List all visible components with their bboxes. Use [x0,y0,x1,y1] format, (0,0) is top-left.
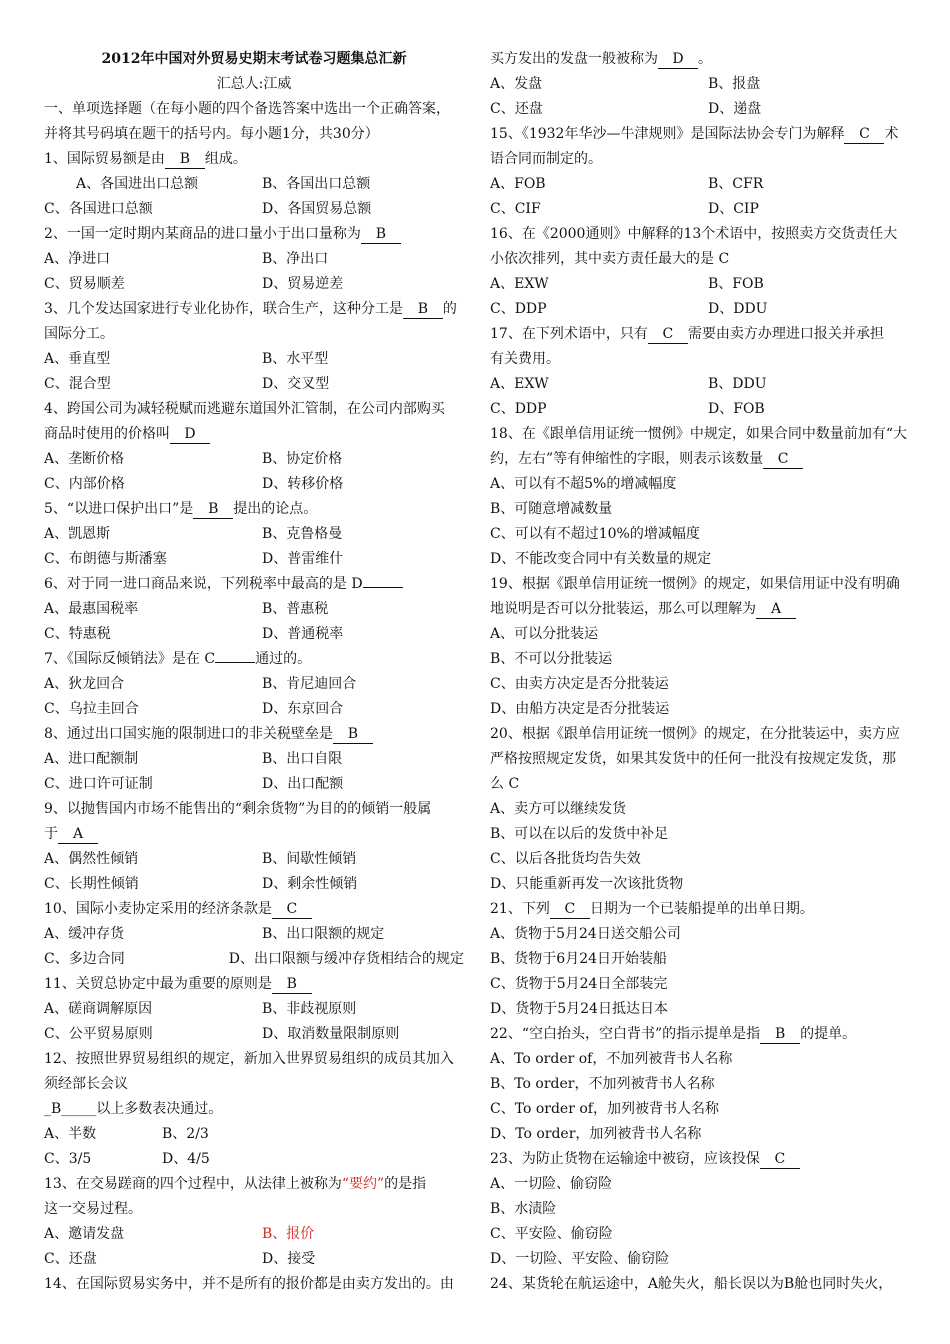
option-a: A、垄断价格 [44,451,125,467]
answer-blank: B [361,225,401,244]
answer-blank: A [58,825,98,844]
text-line: 16、在《2000通则》中解释的13个术语中，按照卖方交货责任大 [490,226,898,242]
option-a: A、狄龙回合 [44,676,125,692]
text-line: 国际分工。 [44,326,114,342]
option-a: A、缓冲存货 [44,926,125,942]
text-line: 么 C [490,776,520,792]
text-line: 14、在国际贸易实务中，并不是所有的报价都是由卖方发出的。由 [44,1276,454,1292]
question-line [44,972,464,997]
option-a: A、邀请发盘 [44,1226,125,1242]
option-a: C、贸易顺差 [44,276,125,292]
option-a: A、磋商调解原因 [44,1001,153,1017]
question-line [44,822,464,847]
option-b: B、2/3 [162,1126,209,1142]
question-tail: 。 [698,51,712,67]
option-row [490,97,910,122]
text-line: C、以后各批货均告失效 [490,851,641,867]
option-a: C、DDP [490,301,547,317]
option-b: D、出口限额与缓冲存货相结合的规定 [228,951,464,967]
question-tail: 组成。 [204,151,247,167]
answer-blank: D [170,425,210,444]
text-line: C、To order of，加列被背书人名称 [490,1101,719,1117]
text-line: A、货物于5月24日送交船公司 [490,926,681,942]
option-b: B、报盘 [708,76,761,92]
text-line: _B_____以上多数表决通过。 [44,1101,223,1117]
option-b: B、普惠税 [262,601,329,617]
question-tail: 的是指 [384,1176,427,1192]
option-b: D、出口配额 [262,776,344,792]
question-line [490,597,910,622]
option-a: C、各国进口总额 [44,201,153,217]
question-line [44,222,464,247]
question-tail: 的提单。 [800,1026,857,1042]
text-line: B、货物于6月24日开始装船 [490,951,668,967]
option-a: A、凯恩斯 [44,526,111,542]
text-line: 20、根据《跟单信用证统一惯例》的规定，在分批装运中，卖方应 [490,726,900,742]
page-title: 2012年中国对外贸易史期末考试卷习题集总汇新 [101,51,407,67]
option-a: C、乌拉圭回合 [44,701,139,717]
question-line [44,297,464,322]
highlight-term: “要约” [341,1176,385,1192]
option-row [44,247,464,272]
question-line [44,497,464,522]
option-b: D、交叉型 [262,376,330,392]
option-b: B、肯尼迪回合 [262,676,357,692]
option-a: C、进口许可证制 [44,776,153,792]
text-line: C、可以有不超过10%的增减幅度 [490,526,700,542]
question-tail: 的 [442,301,457,317]
answer-blank: B [272,975,312,994]
option-a: C、混合型 [44,376,111,392]
option-b: D、接受 [262,1251,316,1267]
option-row [44,747,464,772]
option-row [44,347,464,372]
option-a: A、进口配额制 [44,751,139,767]
option-row [44,1147,464,1172]
option-row [44,447,464,472]
option-b: B、各国出口总额 [262,176,371,192]
option-a: A、最惠国税率 [44,601,139,617]
answer-blank [215,662,255,663]
question-text: 商品时使用的价格叫 [44,426,170,442]
question-text: 于 [44,826,58,842]
text-line: D、To order，加列被背书人名称 [490,1126,702,1142]
option-b: B、水平型 [262,351,329,367]
text-line: 并将其号码填在题干的括号内。每小题1分，共30分） [44,126,379,142]
question-line [44,722,464,747]
question-tail: 通过的。 [255,651,312,667]
option-b: D、普雷维什 [262,551,344,567]
option-row [44,672,464,697]
question-text: 22、“空白抬头，空白背书”的指示提单是指 [490,1026,761,1042]
option-row [490,297,910,322]
option-a: A、发盘 [490,76,543,92]
answer-blank [363,587,403,588]
question-text: 5、“以进口保护出口”是 [44,501,194,517]
option-row [490,172,910,197]
option-row [44,472,464,497]
option-row [44,847,464,872]
option-b: D、FOB [708,401,765,417]
answer-blank: D [658,50,698,69]
question-text: 约，左右”等有伸缩性的字眼，则表示该数量 [490,451,764,467]
question-line [490,447,910,472]
question-line [44,897,464,922]
option-b: D、4/5 [162,1151,210,1167]
text-line: 小依次排列，其中卖方责任最大的是 C [490,251,730,267]
option-row [44,872,464,897]
option-b: B、克鲁格曼 [262,526,343,542]
option-a: C、多边合同 [44,951,125,967]
option-row [44,1122,464,1147]
question-line [44,422,464,447]
question-text: 2、一国一定时期内某商品的进口量小于出口量称为 [44,226,361,242]
option-row [44,772,464,797]
text-line: 24、某货轮在航运途中，A舱失火，船长误以为B舱也同时失火， [490,1276,893,1292]
text-line: B、可以在以后的发货中补足 [490,826,669,842]
text-line: 语合同而制定的。 [490,151,602,167]
option-b: D、剩余性倾销 [262,876,358,892]
option-a: C、内部价格 [44,476,125,492]
question-line [44,572,464,597]
text-line: B、可随意增减数量 [490,501,613,517]
question-line [44,147,464,172]
option-row [44,1247,464,1272]
option-b: D、DDU [708,301,768,317]
question-text: 6、对于同一进口商品来说，下列税率中最高的是 D [44,576,363,592]
option-a: C、布朗德与斯潘塞 [44,551,167,567]
compiler-line: 汇总人:江威 [216,76,292,92]
question-line [490,1147,910,1172]
question-tail: 提出的论点。 [233,501,318,517]
option-a: A、FOB [490,176,546,192]
option-a: A、垂直型 [44,351,111,367]
question-text: 地说明是否可以分批装运，那么可以理解为 [490,601,756,617]
option-b: B、报价 [262,1226,315,1242]
option-b: B、出口自限 [262,751,343,767]
answer-blank: C [763,450,803,469]
option-a: C、3/5 [44,1151,92,1167]
question-line [44,1172,464,1197]
option-row [44,522,464,547]
option-row [44,697,464,722]
text-line: B、不可以分批装运 [490,651,613,667]
question-text: 8、通过出口国实施的限制进口的非关税壁垒是 [44,726,333,742]
text-line: A、一切险、偷窃险 [490,1176,613,1192]
option-row [44,197,464,222]
option-a: A、EXW [490,376,549,392]
option-a: A、半数 [44,1126,97,1142]
question-tail: 术 [884,126,899,142]
text-line: A、可以有不超5%的增减幅度 [490,476,677,492]
question-text: 3、几个发达国家进行专业化协作，联合生产，这种分工是 [44,301,403,317]
answer-blank: A [756,600,796,619]
answer-blank: C [272,900,312,919]
text-line: C、货物于5月24日全部装完 [490,976,668,992]
text-line: D、不能改变合同中有关数量的规定 [490,551,712,567]
text-line: A、To order of，不加列被背书人名称 [490,1051,733,1067]
text-line: C、平安险、偷窃险 [490,1226,613,1242]
option-b: B、FOB [708,276,764,292]
option-row [490,372,910,397]
text-line: 19、根据《跟单信用证统一惯例》的规定，如果信用证中没有明确 [490,576,900,592]
option-row [44,597,464,622]
option-b: D、递盘 [708,101,762,117]
question-line [490,47,910,72]
option-row [490,272,910,297]
option-a: A、偶然性倾销 [44,851,139,867]
text-line: 这一交易过程。 [44,1201,142,1217]
question-text: 23、为防止货物在运输途中被窃，应该投保 [490,1151,760,1167]
text-line: B、水渍险 [490,1201,557,1217]
option-b: D、东京回合 [262,701,344,717]
option-row [44,997,464,1022]
answer-blank: C [648,325,688,344]
answer-blank: C [550,900,590,919]
option-row [44,172,464,197]
question-line [490,122,910,147]
text-line: D、一切险、平安险、偷窃险 [490,1251,670,1267]
question-text: 7、《国际反倾销法》是在 C [44,651,216,667]
option-row [44,922,464,947]
option-b: D、各国贸易总额 [262,201,372,217]
text-line: D、只能重新再发一次该批货物 [490,876,684,892]
answer-blank: B [760,1025,800,1044]
question-text: 15、《1932年华沙—牛津规则》是国际法协会专门为解释 [490,126,845,142]
right-column [490,47,910,1297]
text-line: 有关费用。 [490,351,560,367]
option-b: D、CIP [708,201,759,217]
option-b: B、协定价格 [262,451,343,467]
option-b: D、普通税率 [262,626,344,642]
answer-blank: B [165,150,205,169]
question-line [490,322,910,347]
question-tail: 需要由卖方办理进口报关并承担 [687,326,884,342]
option-a: C、还盘 [490,101,543,117]
option-a: C、DDP [490,401,547,417]
question-line [490,1022,910,1047]
question-tail: 日期为一个已装船提单的出单日期。 [589,901,814,917]
option-b: B、出口限额的规定 [262,926,385,942]
option-b: D、转移价格 [262,476,344,492]
question-text: 13、在交易蹉商的四个过程中，从法律上被称为 [44,1176,342,1192]
answer-blank: C [760,1150,800,1169]
answer-blank: B [333,725,373,744]
question-text: 买方发出的发盘一般被称为 [490,51,658,67]
option-a: A、各国进出口总额 [76,176,199,192]
option-row [44,372,464,397]
text-line: D、由船方决定是否分批装运 [490,701,670,717]
option-a: C、公平贸易原则 [44,1026,153,1042]
option-a: C、还盘 [44,1251,97,1267]
option-a: C、长期性倾销 [44,876,139,892]
option-b: B、CFR [708,176,764,192]
option-a: C、CIF [490,201,541,217]
option-row [490,72,910,97]
option-row [44,1022,464,1047]
question-text: 21、下列 [490,901,550,917]
option-row [44,272,464,297]
text-line: D、货物于5月24日抵达日本 [490,1001,668,1017]
option-b: B、DDU [708,376,767,392]
text-line: A、卖方可以继续发货 [490,801,627,817]
text-line: 12、按照世界贸易组织的规定，新加入世界贸易组织的成员其加入 [44,1051,454,1067]
option-a: C、特惠税 [44,626,111,642]
option-row [44,547,464,572]
option-a: A、净进口 [44,251,111,267]
question-text: 11、关贸总协定中最为重要的原则是 [44,976,272,992]
question-text: 17、在下列术语中，只有 [490,326,648,342]
option-b: B、间歇性倾销 [262,851,357,867]
option-b: B、非歧视原则 [262,1001,357,1017]
option-a: A、EXW [490,276,549,292]
answer-blank: B [193,500,233,519]
question-line [44,647,464,672]
option-b: D、取消数量限制原则 [262,1026,400,1042]
question-text: 10、国际小麦协定采用的经济条款是 [44,901,272,917]
text-line: 4、跨国公司为减轻税赋而逃避东道国外汇管制，在公司内部购买 [44,401,445,417]
text-line: 须经部长会议 [44,1076,128,1092]
option-row [490,397,910,422]
question-text: 1、国际贸易额是由 [44,151,165,167]
option-row [44,947,464,972]
option-row [490,197,910,222]
left-column [44,47,464,1297]
text-line: B、To order，不加列被背书人名称 [490,1076,715,1092]
text-line: 18、在《跟单信用证统一惯例》中规定，如果合同中数量前加有“大 [490,426,907,442]
question-line [490,897,910,922]
answer-blank: C [844,125,884,144]
text-line: 一、单项选择题（在每小题的四个备选答案中选出一个正确答案， [44,101,450,117]
option-b: B、净出口 [262,251,329,267]
option-b: D、贸易逆差 [262,276,344,292]
text-line: 9、以抛售国内市场不能售出的“剩余货物”为目的的倾销一般属 [44,801,432,817]
option-row [44,622,464,647]
text-line: C、由卖方决定是否分批装运 [490,676,669,692]
text-line: A、可以分批装运 [490,626,599,642]
answer-blank: B [403,300,443,319]
option-row [44,1222,464,1247]
text-line: 严格按照规定发货，如果其发货中的任何一批没有按规定发货，那 [490,751,896,767]
